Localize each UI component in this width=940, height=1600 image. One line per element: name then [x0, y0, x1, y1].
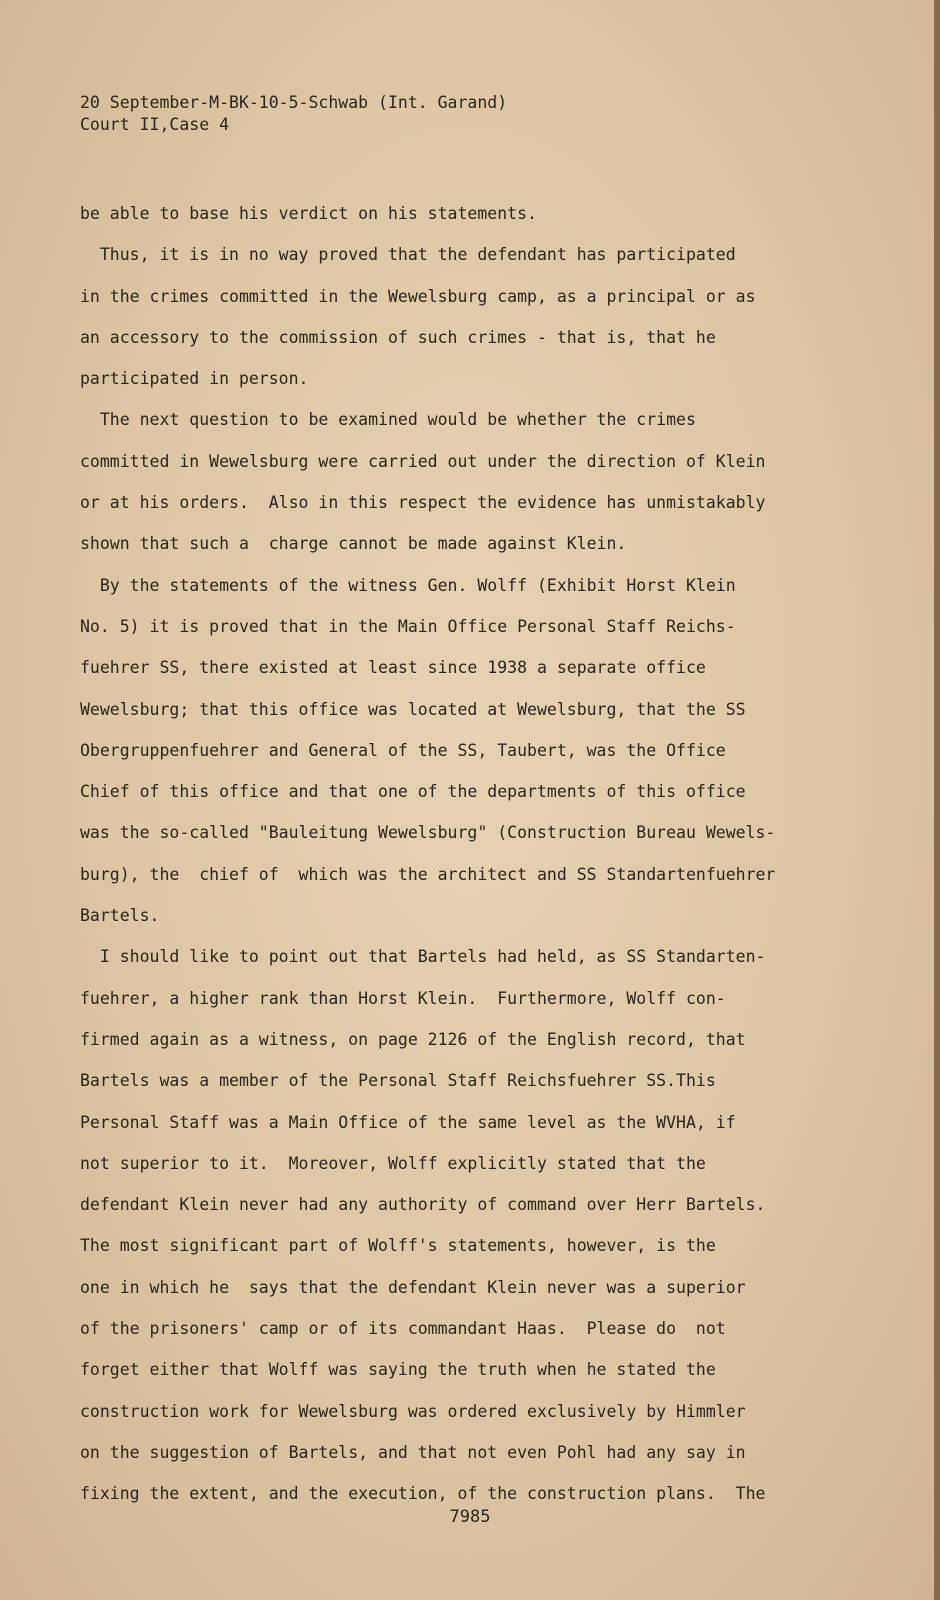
text-line: an accessory to the commission of such crimes - that is, that he — [80, 327, 716, 347]
text-line: firmed again as a witness, on page 2126 of the English record, that — [80, 1029, 746, 1049]
text-line: Personal Staff was a Main Office of the same level as the WVHA, if — [80, 1112, 736, 1132]
text-line: fuehrer SS, there existed at least since 1938 a separate office — [80, 658, 706, 678]
text-line: one in which he says that the defendant Klein never was a superior — [80, 1277, 746, 1297]
text-line: Chief of this office and that one of the departments of this office — [80, 782, 746, 802]
text-line: Thus, it is in no way proved that the defendant has participated — [80, 245, 736, 265]
text-line: on the suggestion of Bartels, and that not even Pohl had any say in — [80, 1442, 746, 1462]
text-line: fuehrer, a higher rank than Horst Klein. Furthermore, Wolff con- — [80, 988, 726, 1008]
text-line: burg), the chief of which was the architect and SS Standartenfuehrer — [80, 864, 776, 884]
text-line: I should like to point out that Bartels had held, as SS Standarten- — [80, 947, 766, 967]
text-line: not superior to it. Moreover, Wolff explicitly stated that the — [80, 1153, 706, 1173]
text-line: in the crimes committed in the Wewelsburg camp, as a principal or as — [80, 286, 756, 306]
text-line: forget either that Wolff was saying the truth when he stated the — [80, 1360, 716, 1380]
text-line: No. 5) it is proved that in the Main Office Personal Staff Reichs- — [80, 616, 736, 636]
text-line: Obergruppenfuehrer and General of the SS, Taubert, was the Office — [80, 740, 726, 760]
header-line-1: 20 September-M-BK-10-5-Schwab (Int. Garand) — [80, 93, 508, 112]
text-line: defendant Klein never had any authority of command over Herr Bartels. — [80, 1195, 766, 1215]
text-line: Bartels was a member of the Personal Staff Reichsfuehrer SS.This — [80, 1071, 716, 1091]
text-line: Bartels. — [80, 906, 160, 926]
text-line: be able to base his verdict on his statements. — [80, 204, 537, 223]
text-line: construction work for Wewelsburg was ordered exclusively by Himmler — [80, 1401, 746, 1421]
text-line: By the statements of the witness Gen. Wolff (Exhibit Horst Klein — [80, 575, 736, 595]
document-body — [80, 92, 810, 1515]
text-line: shown that such a charge cannot be made against Klein. — [80, 534, 627, 554]
text-line: The next question to be examined would be whether the crimes — [80, 410, 696, 430]
text-line: was the so-called "Bauleitung Wewelsburg" (Construction Bureau Wewels- — [80, 823, 776, 843]
text-line: Wewelsburg; that this office was located at Wewelsburg, that the SS — [80, 699, 746, 719]
text-line: or at his orders. Also in this respect the evidence has unmistakably — [80, 493, 766, 513]
page-number: 7985 — [449, 1507, 491, 1527]
text-line: The most significant part of Wolff's statements, however, is the — [80, 1236, 716, 1256]
text-line: participated in person. — [80, 369, 309, 389]
header-line-2: Court II,Case 4 — [80, 115, 230, 134]
body-text — [80, 193, 810, 1515]
text-line: committed in Wewelsburg were carried out under the direction of Klein — [80, 451, 766, 471]
text-line: fixing the extent, and the execution, of the construction plans. The — [80, 1484, 766, 1504]
page-edge — [934, 0, 940, 1600]
text-line: of the prisoners' camp or of its commandant Haas. Please do not — [80, 1319, 726, 1339]
